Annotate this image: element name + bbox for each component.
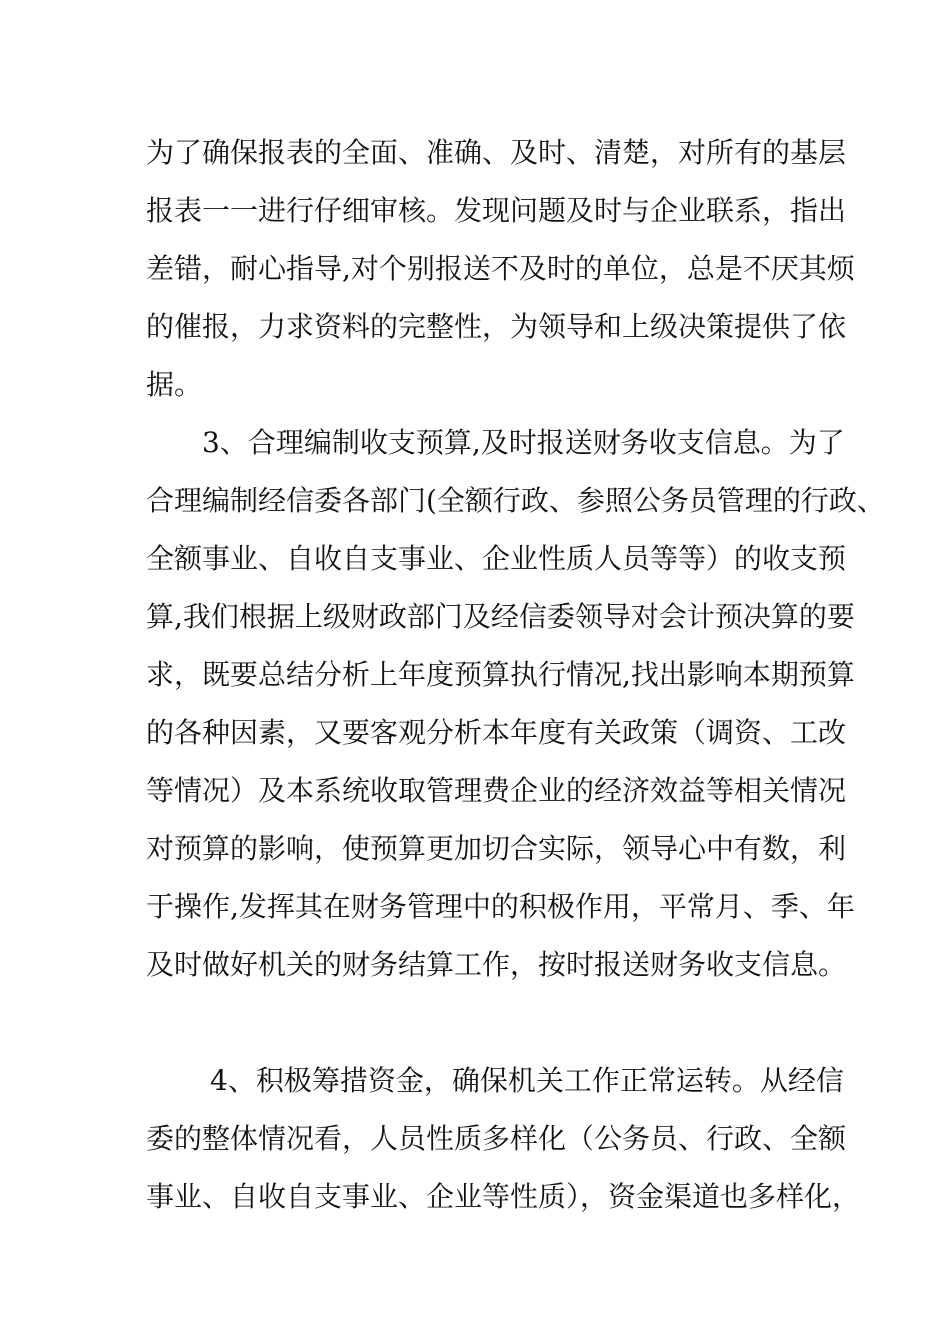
paragraph-3-line-1: 4、积极筹措资金，确保机关工作正常运转。从经信 (210, 1064, 844, 1097)
paragraph-1-line-3: 差错，耐心指导,对个别报送不及时的单位，总是不厌其烦 (146, 252, 855, 285)
paragraph-2-line-10: 及时做好机关的财务结算工作，按时报送财务收支信息。 (146, 948, 847, 981)
paragraph-3-line-2: 委的整体情况看，人员性质多样化（公务员、行政、全额 (146, 1122, 847, 1155)
paragraph-2-line-6: 的各种因素，又要客观分析本年度有关政策（调资、工改 (146, 716, 847, 749)
paragraph-3-line-3: 事业、自收自支事业、企业等性质），资金渠道也多样化， (146, 1180, 861, 1213)
paragraph-2-line-9: 于操作,发挥其在财务管理中的积极作用，平常月、季、年 (146, 890, 855, 923)
paragraph-2-line-2: 合理编制经信委各部门(全额行政、参照公务员管理的行政、 (146, 484, 885, 517)
paragraph-2-line-8: 对预算的影响，使预算更加切合实际，领导心中有数，利 (146, 832, 847, 865)
paragraph-2-line-7: 等情况）及本系统收取管理费企业的经济效益等相关情况 (146, 774, 847, 807)
paragraph-2-line-3: 全额事业、自收自支事业、企业性质人员等等）的收支预 (146, 542, 847, 575)
paragraph-2-line-4: 算,我们根据上级财政部门及经信委领导对会计预决算的要 (146, 600, 855, 633)
paragraph-2-line-5: 求，既要总结分析上年度预算执行情况,找出影响本期预算 (146, 658, 855, 691)
paragraph-1-line-5: 据。 (146, 368, 203, 401)
paragraph-1-line-2: 报表一一进行仔细审核。发现问题及时与企业联系，指出 (146, 194, 847, 227)
paragraph-2-line-1: 3、合理编制收支预算,及时报送财务收支信息。为了 (202, 426, 845, 459)
paragraph-1-line-4: 的催报，力求资料的完整性，为领导和上级决策提供了依 (146, 310, 847, 343)
paragraph-1-line-1: 为了确保报表的全面、准确、及时、清楚，对所有的基层 (146, 136, 847, 169)
